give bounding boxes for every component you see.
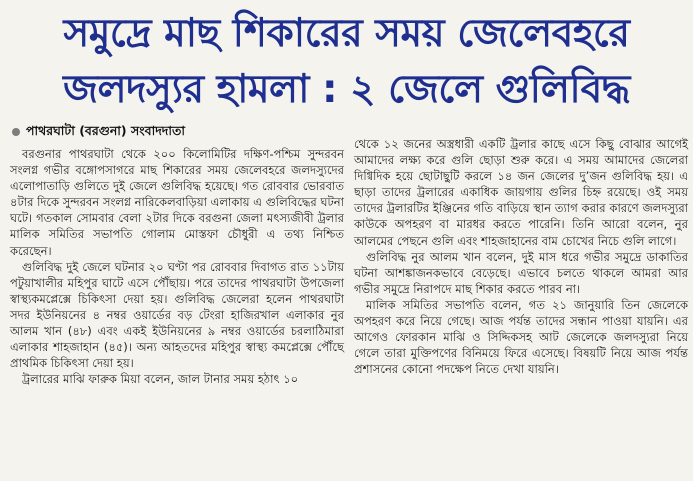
article-column-left <box>10 146 344 387</box>
headline-line-2: জলদস্যুর হামলা : ২ জেলে গুলিবিদ্ধ <box>63 67 630 112</box>
paragraph: মালিক সমিতির সভাপতি বলেন, গত ২১ জানুয়ারি তিন জেলেকে অপহরণ করে নিয়ে গেছে। আজ পর্যন্ত তাদের সন্ধান পাওয়া যায়নি। এর আগেও ফোরকান মাঝি ও সিদ্দিকসহ আট জেলেকে জলদস্যুরা নিয়ে গেলে তারা মুক্তিপণের বিনিময়ে ফিরে এসেছে। বিষয়টি নিয়ে আজ পর্যন্ত প্রশাসনের কোনো পদক্ষেপ নিতে দেখা যায়নি। <box>354 297 688 377</box>
article-column-right <box>354 136 688 377</box>
paragraph: ট্রলারের মাঝি ফারুক মিয়া বলেন, জাল টানার সময় হঠাৎ ১০ <box>22 372 299 387</box>
byline-text: পাথরঘাটা (বরগুনা) সংবাদদাতা <box>26 123 185 138</box>
paragraph: থেকে ১২ জনের অস্ত্রধারী একটি ট্রলার কাছে এসে কিছু বোঝার আগেই আমাদের লক্ষ্য করে গুলি ছোড়া শুরু করে। এ সময় আমাদের জেলেরা দিগ্বিদিক হয়ে ছোটাছুটি করলে ১৪ জন জেলের দু’জন গুলিবিদ্ধ হয়। এ ছাড়া তাদের ট্রলারের একাধিক জায়গায় গুলির চিহ্ন রয়েছে। ওই সময় তাদের ট্রলারটির ইঞ্জিনের গতি বাড়িয়ে স্থান ত্যাগ করার কারণে জলদস্যুরা কাউকে অপহরণ বা মারধর করতে পারেনি। তিনি আরো বলেন, নুর আলমের পেছনে গুলি এবং শাহজাহানের বাম চোখের নিচে গুলি লাগে। <box>354 137 688 248</box>
byline <box>12 123 185 143</box>
paragraph: গুলিবিদ্ধ দুই জেলে ঘটনার ২০ ঘণ্টা পর রোববার দিবাগত রাত ১১টায় পটুয়াখালীর মহিপুর ঘাটে এসে পৌঁছায়। পরে তাদের পাথরঘাটা উপজেলা স্বাস্থ্যকমপ্লেক্সে চিকিৎসা দেয়া হয়। গুলিবিদ্ধ জেলেরা হলেন পাথরঘাটা সদর ইউনিয়নের ৪ নম্বর ওয়ার্ডের বড় টেংরা হাজিরখাল এলাকার নুর আলম খান (৪৮) এবং একই ইউনিয়নের ৯ নম্বর ওয়ার্ডের চরলাঠিমারা এলাকার শাহজাহান (৪৫)। অন্য আহতদের মহিপুর স্বাস্থ্য কমপ্লেক্সে পৌঁছে প্রাথমিক চিকিৎসা দেয়া হয়। <box>10 259 344 371</box>
headline-line-1: সমুদ্রে মাছ শিকারের সময় জেলেবহরে <box>63 11 630 56</box>
paragraph: গুলিবিদ্ধ নুর আলম খান বলেন, দুই মাস ধরে গভীর সমুদ্রে ডাকাতির ঘটনা আশঙ্কাজনকভাবে বেড়েছে। এভাবে চলতে থাকলে আমরা আর গভীর সমুদ্রে নিরাপদে মাছ শিকার করতে পারব না। <box>354 249 688 296</box>
paragraph: বরগুনার পাথরঘাটা থেকে ২০০ কিলোমিটির দক্ষিণ-পশ্চিম সুন্দরবন সংলগ্ন গভীর বঙ্গোপসাগরে মাছ শিকারের সময় জেলেবহরে জলদস্যুদের এলোপাতাড়ি গুলিতে দুই জেলে গুলিবিদ্ধ হয়েছে। গত রোববার ভোরবাত ৪টার দিকে সুন্দরবন সংলগ্ন নারিকেলবাড়িয়া এলাকায় এ গুলিবিদ্ধের ঘটনা ঘটে। গতকাল সোমবার বেলা ২টার দিকে বরগুনা জেলা মৎস্যজীবী ট্রলার মালিক সমিতির সভাপতি গোলাম মোস্তফা চৌধুরী এ তথ্য নিশ্চিত করেছেন। <box>10 147 344 258</box>
headline <box>0 6 693 118</box>
bullet-icon <box>12 128 20 136</box>
